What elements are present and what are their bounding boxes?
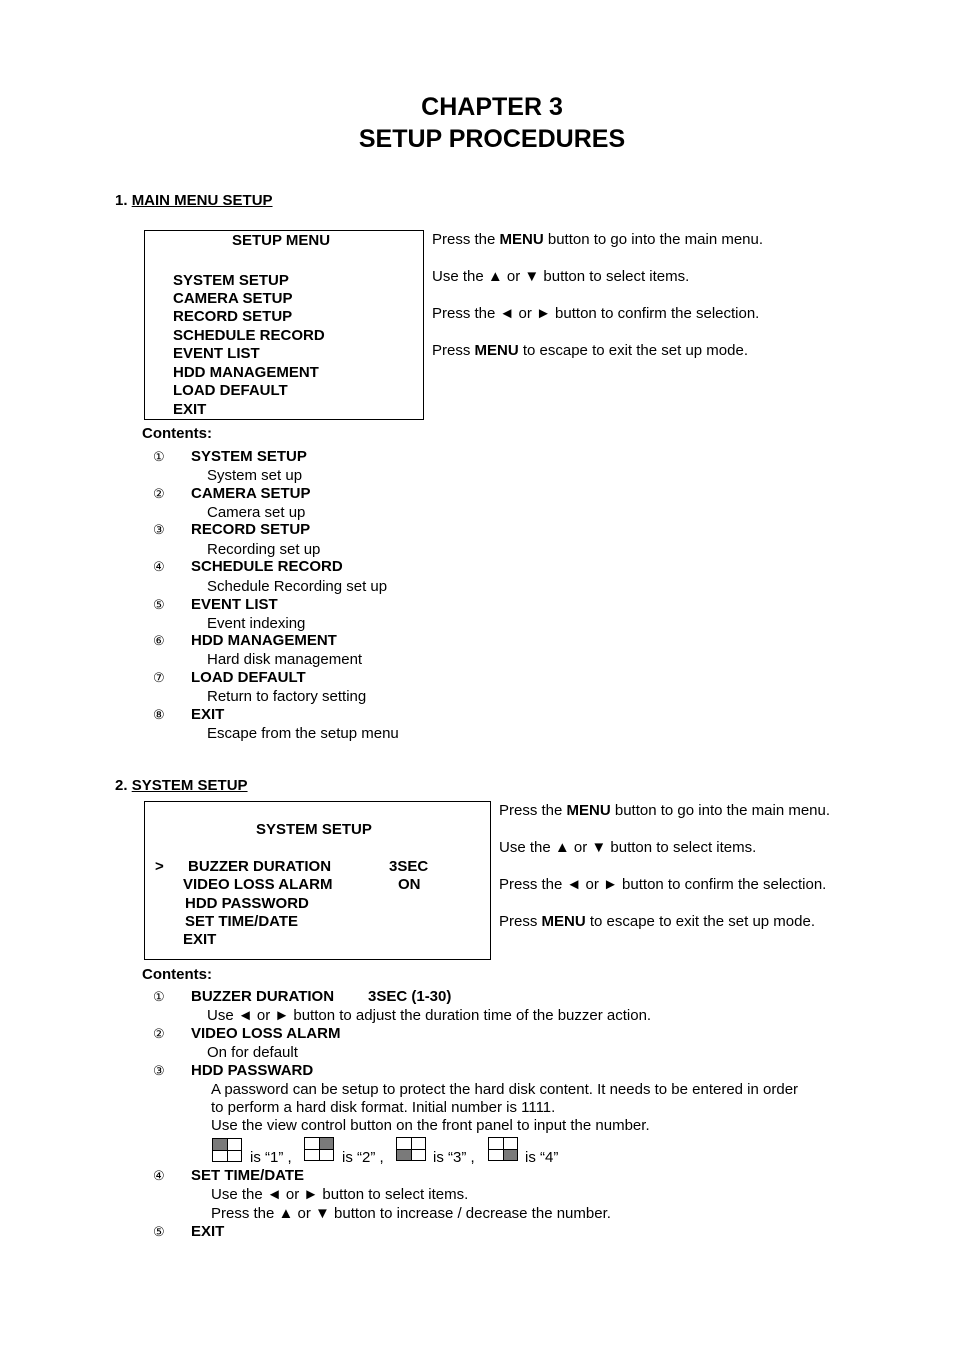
content-item-name: LOAD DEFAULT	[191, 669, 306, 686]
setup-menu-box	[144, 230, 424, 420]
content-item-desc: System set up	[207, 467, 303, 484]
contents-label: Contents:	[142, 425, 212, 442]
item-number: ③	[153, 1063, 165, 1078]
content-item-name: CAMERA SETUP	[191, 485, 311, 502]
content-item-name: RECORD SETUP	[191, 521, 311, 538]
setup-menu-item: HDD MANAGEMENT	[173, 364, 319, 381]
instruction-line: Use the ▲ or ▼ button to select items.	[432, 268, 690, 285]
content-item-desc: to perform a hard disk format. Initial number is 1111.	[211, 1099, 556, 1116]
content-item-name: EVENT LIST	[191, 596, 278, 613]
content-item-name: HDD MANAGEMENT	[191, 632, 337, 649]
content-item-desc: Return to factory setting	[207, 688, 367, 705]
content-item-desc: On for default	[207, 1044, 298, 1061]
system-menu-item-label: EXIT	[183, 931, 217, 948]
item-number: ⑥	[153, 633, 165, 648]
system-setup-box	[144, 801, 491, 960]
content-item-name: SCHEDULE RECORD	[191, 558, 343, 575]
section1-title: MAIN MENU SETUP	[131, 192, 273, 209]
system-setup-title: SYSTEM SETUP	[256, 821, 372, 838]
content-item-name: VIDEO LOSS ALARM	[191, 1025, 341, 1042]
content-item-desc: Event indexing	[207, 615, 306, 632]
content-item-name: BUZZER DURATION	[191, 988, 335, 1005]
setup-menu-item: EVENT LIST	[173, 345, 260, 362]
quad-3-icon	[396, 1137, 426, 1161]
instruction-line: Press MENU to escape to exit the set up mode.	[432, 342, 748, 359]
quad-label: is “2” ,	[342, 1149, 384, 1166]
item-number: ⑧	[153, 707, 165, 722]
content-item-value: 3SEC (1-30)	[368, 988, 452, 1005]
section2-number: 2.	[115, 777, 128, 794]
instruction-line: Press the ◄ or ► button to confirm the selection.	[499, 876, 827, 893]
setup-menu-item: CAMERA SETUP	[173, 290, 293, 307]
item-number: ①	[153, 449, 165, 464]
instruction-line: Press the MENU button to go into the main menu.	[499, 802, 831, 819]
setup-menu-item: RECORD SETUP	[173, 308, 293, 325]
item-number: ③	[153, 522, 165, 537]
instruction-line: Use the ▲ or ▼ button to select items.	[499, 839, 757, 856]
content-item-name: HDD PASSWARD	[191, 1062, 314, 1079]
quad-2-icon	[304, 1137, 334, 1161]
quad-label: is “3” ,	[433, 1149, 475, 1166]
content-item-desc: Hard disk management	[207, 651, 363, 668]
section1-number: 1.	[115, 192, 128, 209]
content-item-desc: Use the view control button on the front panel to input the number.	[211, 1117, 650, 1134]
item-number: ④	[153, 1168, 165, 1183]
content-item-desc: Schedule Recording set up	[207, 578, 388, 595]
content-item-desc: Use ◄ or ► button to adjust the duration time of the buzzer action.	[207, 1007, 652, 1024]
section1-heading	[115, 192, 273, 210]
system-menu-item-label: SET TIME/DATE	[185, 913, 299, 930]
quad-label: is “4”	[525, 1149, 559, 1166]
system-menu-item-value: ON	[398, 876, 421, 893]
content-item-name: SET TIME/DATE	[191, 1167, 305, 1184]
item-number: ①	[153, 989, 165, 1004]
system-menu-item-value: 3SEC	[389, 858, 429, 875]
quad-1-icon	[212, 1138, 242, 1162]
setup-menu-item: EXIT	[173, 401, 207, 418]
quad-4-icon	[488, 1137, 518, 1161]
setup-menu-title: SETUP MENU	[232, 232, 331, 249]
item-number: ②	[153, 486, 165, 501]
content-item-desc: A password can be setup to protect the hard disk content. It needs to be entered in order	[211, 1081, 799, 1098]
content-item-name: EXIT	[191, 1223, 225, 1240]
content-item-name: EXIT	[191, 706, 225, 723]
quad-label: is “1” ,	[250, 1149, 292, 1166]
content-item-name: SYSTEM SETUP	[191, 448, 307, 465]
setup-menu-item: SCHEDULE RECORD	[173, 327, 325, 344]
system-menu-item-label: HDD PASSWORD	[185, 895, 309, 912]
menu-cursor: >	[155, 858, 164, 875]
chapter-title: SETUP PROCEDURES	[358, 125, 626, 153]
section2-title: SYSTEM SETUP	[131, 777, 248, 794]
item-number: ⑦	[153, 670, 165, 685]
setup-menu-item: LOAD DEFAULT	[173, 382, 288, 399]
item-number: ⑤	[153, 1224, 165, 1239]
instruction-line: Press the MENU button to go into the main menu.	[432, 231, 764, 248]
instruction-line: Press MENU to escape to exit the set up mode.	[499, 913, 815, 930]
chapter-number: CHAPTER 3	[421, 93, 563, 121]
content-item-desc: Camera set up	[207, 504, 306, 521]
system-menu-item-label: VIDEO LOSS ALARM	[183, 876, 333, 893]
section2-heading	[115, 777, 248, 795]
instruction-line: Press the ◄ or ► button to confirm the selection.	[432, 305, 760, 322]
content-item-desc: Use the ◄ or ► button to select items.	[211, 1186, 469, 1203]
item-number: ⑤	[153, 597, 165, 612]
item-number: ④	[153, 559, 165, 574]
contents-label: Contents:	[142, 966, 212, 983]
setup-menu-item: SYSTEM SETUP	[173, 272, 289, 289]
item-number: ②	[153, 1026, 165, 1041]
content-item-desc: Escape from the setup menu	[207, 725, 399, 742]
content-item-desc: Recording set up	[207, 541, 321, 558]
content-item-desc: Press the ▲ or ▼ button to increase / decrease the number.	[211, 1205, 611, 1222]
system-menu-item-label: BUZZER DURATION	[188, 858, 332, 875]
